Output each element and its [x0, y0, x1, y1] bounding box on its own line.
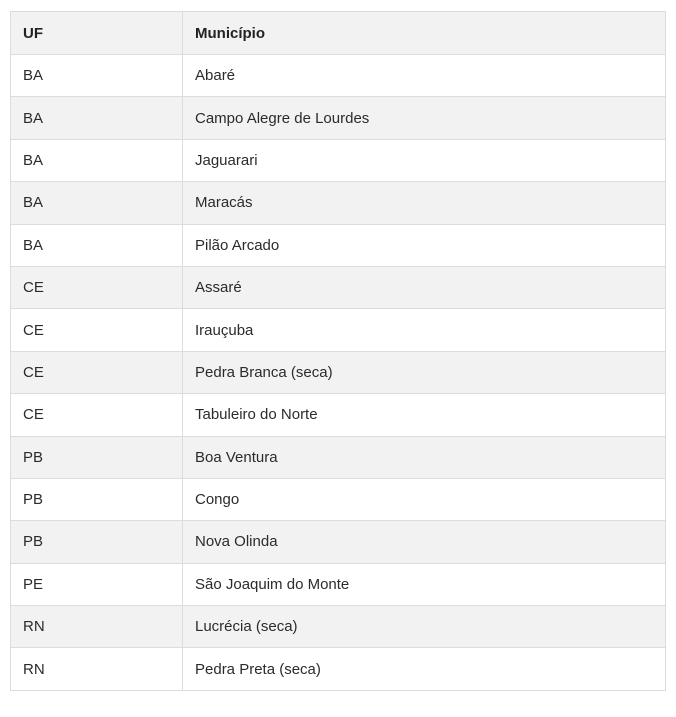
cell-uf: BA	[11, 139, 183, 181]
cell-uf: CE	[11, 309, 183, 351]
table-header	[11, 12, 666, 55]
cell-municipio: Campo Alegre de Lourdes	[183, 97, 666, 139]
municipios-table-container	[10, 11, 665, 691]
table-row	[11, 436, 666, 478]
header-uf: UF	[11, 12, 183, 55]
table-row	[11, 394, 666, 436]
table-row	[11, 309, 666, 351]
table-row	[11, 266, 666, 308]
cell-uf: RN	[11, 606, 183, 648]
municipios-table	[10, 11, 666, 691]
cell-uf: PE	[11, 563, 183, 605]
cell-uf: PB	[11, 478, 183, 520]
cell-municipio: Abaré	[183, 55, 666, 97]
table-row	[11, 224, 666, 266]
table-body	[11, 55, 666, 691]
cell-uf: BA	[11, 55, 183, 97]
table-row	[11, 55, 666, 97]
cell-uf: CE	[11, 351, 183, 393]
table-row	[11, 478, 666, 520]
cell-uf: PB	[11, 436, 183, 478]
cell-municipio: Jaguarari	[183, 139, 666, 181]
table-row	[11, 563, 666, 605]
cell-uf: BA	[11, 224, 183, 266]
table-row	[11, 521, 666, 563]
cell-municipio: Pedra Preta (seca)	[183, 648, 666, 690]
cell-municipio: Maracás	[183, 182, 666, 224]
table-row	[11, 139, 666, 181]
cell-municipio: Congo	[183, 478, 666, 520]
table-row	[11, 648, 666, 690]
table-row	[11, 182, 666, 224]
cell-uf: CE	[11, 394, 183, 436]
header-municipio: Município	[183, 12, 666, 55]
cell-municipio: São Joaquim do Monte	[183, 563, 666, 605]
cell-municipio: Tabuleiro do Norte	[183, 394, 666, 436]
cell-uf: BA	[11, 97, 183, 139]
header-row	[11, 12, 666, 55]
cell-municipio: Pilão Arcado	[183, 224, 666, 266]
cell-uf: PB	[11, 521, 183, 563]
cell-municipio: Pedra Branca (seca)	[183, 351, 666, 393]
cell-municipio: Assaré	[183, 266, 666, 308]
cell-uf: CE	[11, 266, 183, 308]
cell-uf: BA	[11, 182, 183, 224]
cell-municipio: Lucrécia (seca)	[183, 606, 666, 648]
cell-municipio: Boa Ventura	[183, 436, 666, 478]
table-row	[11, 97, 666, 139]
table-row	[11, 606, 666, 648]
cell-municipio: Irauçuba	[183, 309, 666, 351]
table-row	[11, 351, 666, 393]
cell-municipio: Nova Olinda	[183, 521, 666, 563]
cell-uf: RN	[11, 648, 183, 690]
